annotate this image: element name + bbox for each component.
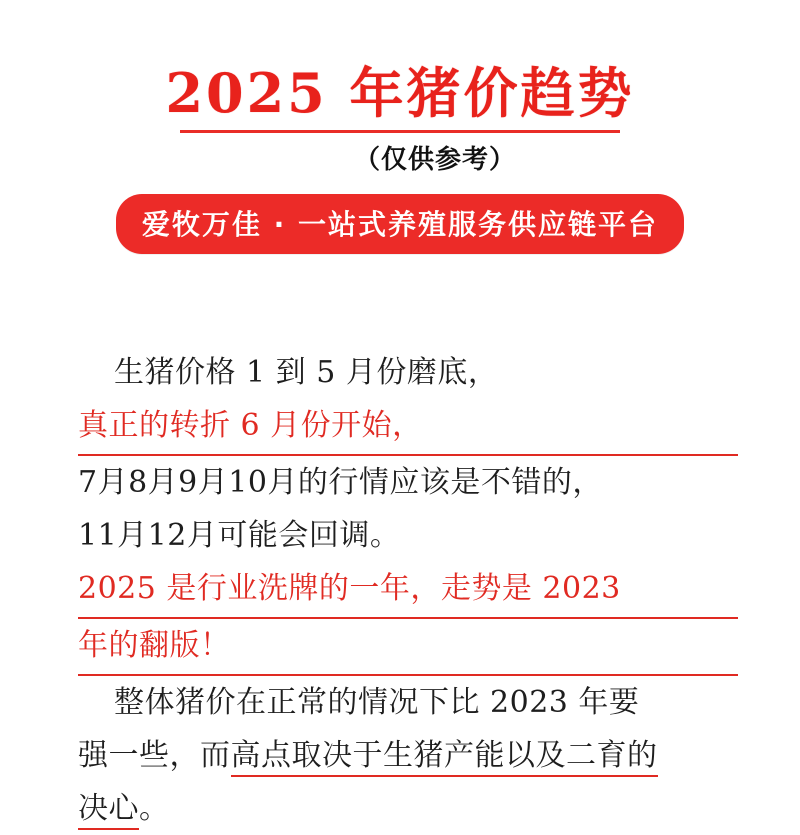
text-line-8-underlined: 高点取决于生猪产能以及二育的 bbox=[231, 738, 658, 777]
text-line-5: 2025 是行业洗牌的一年，走势是 2023 bbox=[78, 562, 738, 619]
subtitle-row bbox=[0, 139, 800, 176]
text-line-8-plain: 强一些，而 bbox=[78, 738, 231, 774]
paragraph-summary bbox=[78, 676, 738, 835]
body-text-block bbox=[0, 346, 800, 835]
text-line-2: 真正的转折 6 月份开始， bbox=[78, 399, 738, 456]
page-title: 2025 年猪价趋势 bbox=[165, 61, 635, 125]
title-underline-divider bbox=[180, 130, 620, 133]
text-line-1: 生猪价格 1 到 5 月份磨底， bbox=[114, 355, 499, 391]
text-line-6: 年的翻版！ bbox=[78, 619, 738, 676]
text-line-3: 7月8月9月10月的行情应该是不错的， bbox=[78, 465, 603, 501]
brand-banner: 爱牧万佳 · 一站式养殖服务供应链平台 bbox=[116, 194, 684, 254]
text-line-4: 11月12月可能会回调。 bbox=[78, 518, 401, 554]
text-line-9-period: 。 bbox=[139, 791, 170, 827]
paragraph-forecast bbox=[78, 346, 738, 676]
banner-container bbox=[0, 194, 800, 254]
subtitle-note: （仅供参考） bbox=[353, 145, 516, 176]
text-line-7: 整体猪价在正常的情况下比 2023 年要 bbox=[114, 685, 640, 721]
text-line-8 bbox=[78, 729, 738, 782]
poster-header bbox=[0, 0, 800, 176]
text-line-9 bbox=[78, 782, 738, 835]
text-line-9-underlined: 决心 bbox=[78, 791, 139, 830]
